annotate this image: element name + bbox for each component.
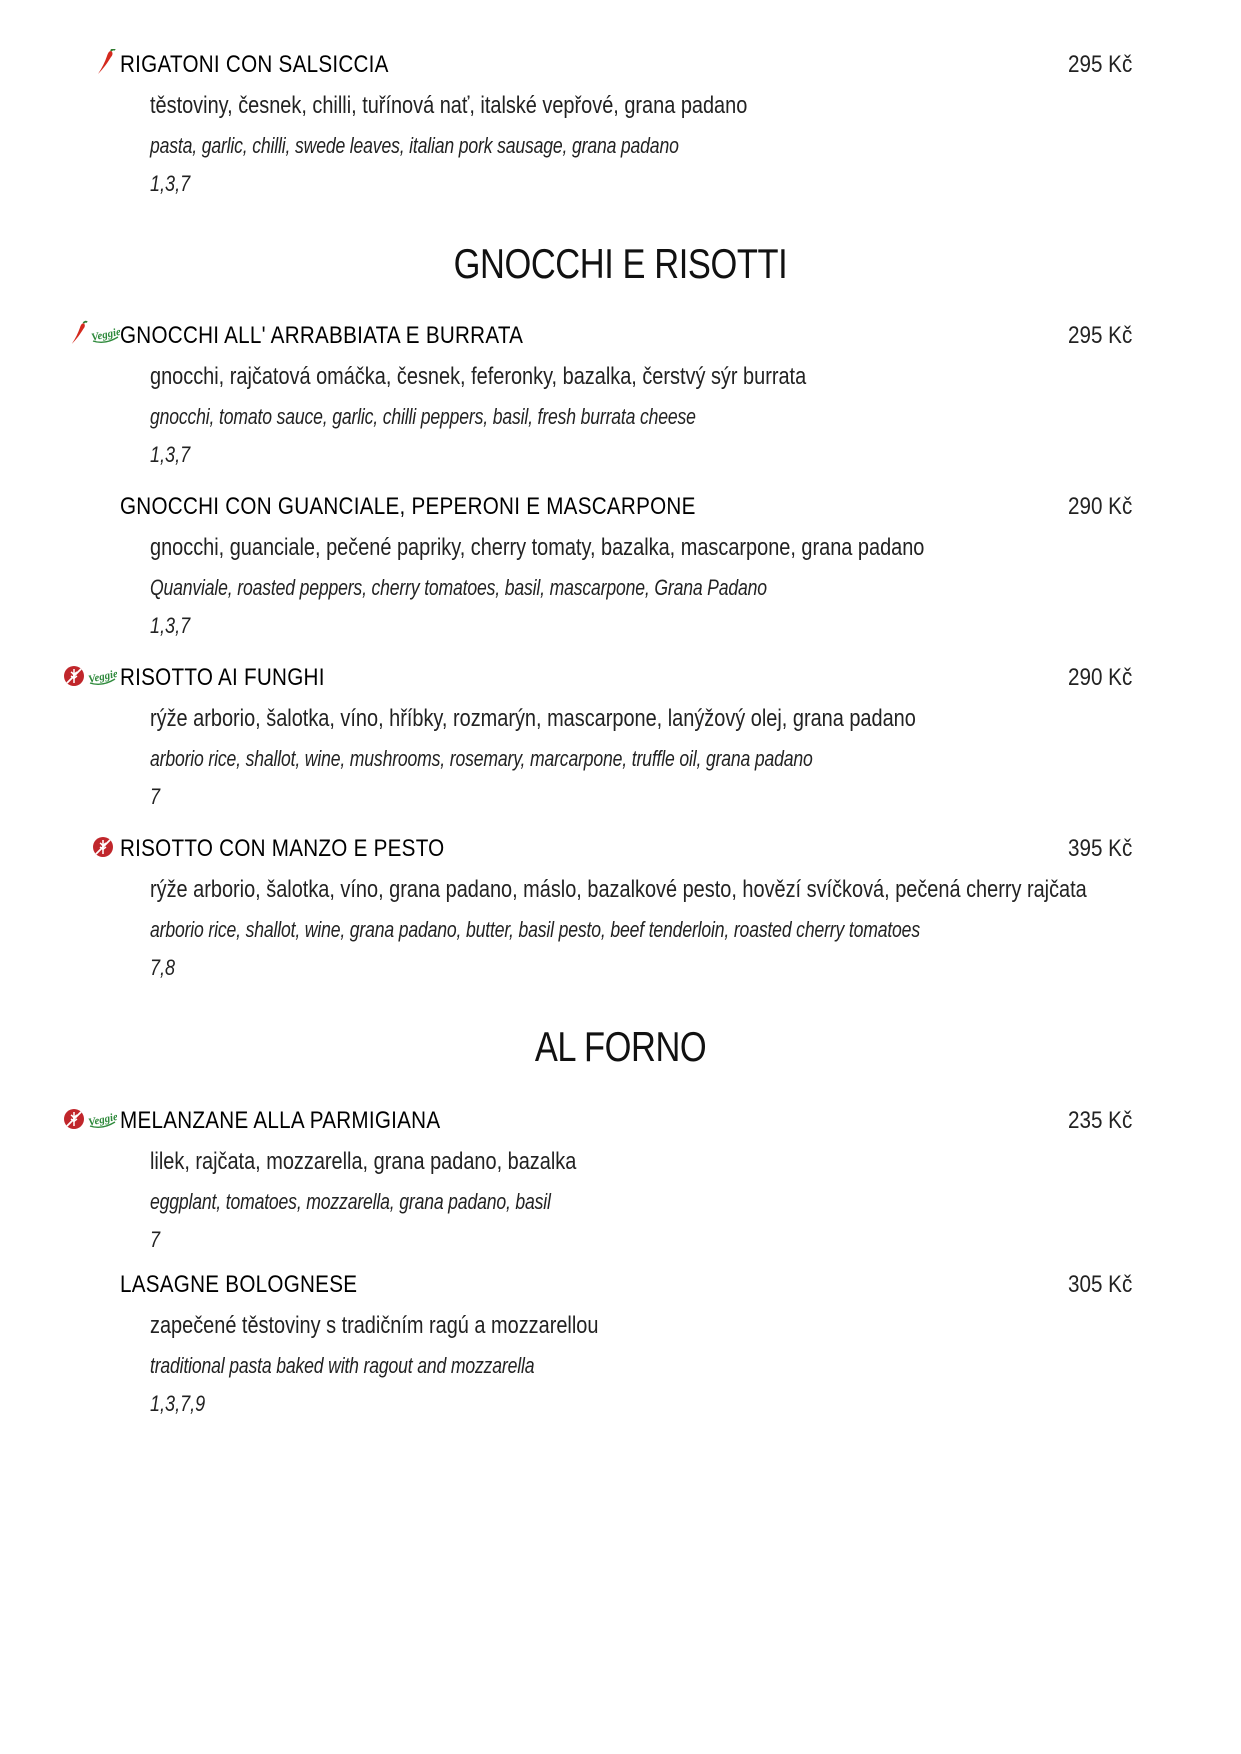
item-description-cz: gnocchi, rajčatová omáčka, česnek, feferonky, bazalka, čerstvý sýr burrata bbox=[150, 363, 807, 390]
item-allergens: 1,3,7 bbox=[150, 613, 191, 638]
item-allergens: 1,3,7 bbox=[150, 442, 191, 467]
item-description-en: eggplant, tomatoes, mozzarella, grana padano, basil bbox=[150, 1189, 551, 1214]
veggie-icon bbox=[87, 1108, 117, 1135]
item-price: 295 Kč bbox=[1068, 51, 1133, 78]
item-name: GNOCCHI ALL' ARRABBIATA E BURRATA bbox=[120, 322, 524, 349]
item-name: GNOCCHI CON GUANCIALE, PEPERONI E MASCARPONE bbox=[120, 493, 696, 520]
item-description-en: arborio rice, shallot, wine, mushrooms, rosemary, marcarpone, truffle oil, grana padano bbox=[150, 746, 813, 771]
item-price: 295 Kč bbox=[1068, 322, 1133, 349]
veggie-icon bbox=[90, 323, 120, 350]
item-allergens: 1,3,7 bbox=[150, 171, 191, 196]
item-description-cz: těstoviny, česnek, chilli, tuřínová nať, italské vepřové, grana padano bbox=[150, 92, 748, 119]
chilli-icon bbox=[96, 49, 116, 82]
item-name: LASAGNE BOLOGNESE bbox=[120, 1271, 358, 1298]
item-description-cz: zapečené těstoviny s tradičním ragú a mozzarellou bbox=[150, 1312, 599, 1339]
item-icons bbox=[63, 663, 117, 693]
chilli-icon bbox=[70, 320, 88, 353]
item-icons bbox=[63, 1106, 117, 1136]
item-allergens: 1,3,7,9 bbox=[150, 1391, 206, 1416]
item-description-cz: rýže arborio, šalotka, víno, hříbky, rozmarýn, mascarpone, lanýžový olej, grana padano bbox=[150, 705, 916, 732]
item-description-en: arborio rice, shallot, wine, grana padano, butter, basil pesto, beef tenderloin, roasted cherry tomatoes bbox=[150, 917, 920, 942]
item-description-en: gnocchi, tomato sauce, garlic, chilli peppers, basil, fresh burrata cheese bbox=[150, 404, 696, 429]
item-icons bbox=[70, 321, 120, 351]
section-title bbox=[0, 1022, 1241, 1072]
item-name: RISOTTO AI FUNGHI bbox=[120, 664, 325, 691]
item-price: 305 Kč bbox=[1068, 1271, 1133, 1298]
item-description-en: pasta, garlic, chilli, swede leaves, italian pork sausage, grana padano bbox=[150, 133, 679, 158]
item-price: 290 Kč bbox=[1068, 664, 1133, 691]
item-price: 395 Kč bbox=[1068, 835, 1133, 862]
gluten-free-icon bbox=[63, 1108, 85, 1135]
section-title-text: AL FORNO bbox=[534, 1023, 707, 1070]
item-price: 235 Kč bbox=[1068, 1107, 1133, 1134]
gluten-free-icon bbox=[92, 836, 114, 863]
item-description-cz: rýže arborio, šalotka, víno, grana padano, máslo, bazalkové pesto, hovězí svíčková, pečená cherry rajčata bbox=[150, 876, 1087, 903]
veggie-label: Veggie bbox=[90, 325, 120, 344]
gluten-free-icon bbox=[63, 665, 85, 692]
section-title-text: GNOCCHI E RISOTTI bbox=[453, 240, 788, 287]
item-price: 290 Kč bbox=[1068, 493, 1133, 520]
item-name: MELANZANE ALLA PARMIGIANA bbox=[120, 1107, 441, 1134]
item-description-en: Quanviale, roasted peppers, cherry tomatoes, basil, mascarpone, Grana Padano bbox=[150, 575, 767, 600]
item-description-en: traditional pasta baked with ragout and mozzarella bbox=[150, 1353, 535, 1378]
item-icons bbox=[92, 834, 114, 864]
veggie-icon bbox=[87, 665, 117, 692]
section-title bbox=[0, 239, 1241, 289]
item-allergens: 7,8 bbox=[150, 955, 176, 980]
item-allergens: 7 bbox=[150, 1227, 161, 1252]
item-allergens: 7 bbox=[150, 784, 161, 809]
veggie-label: Veggie bbox=[87, 1110, 117, 1129]
item-description-cz: lilek, rajčata, mozzarella, grana padano, bazalka bbox=[150, 1148, 577, 1175]
item-icons bbox=[96, 50, 116, 80]
item-description-cz: gnocchi, guanciale, pečené papriky, cherry tomaty, bazalka, mascarpone, grana padano bbox=[150, 534, 925, 561]
item-name: RIGATONI CON SALSICCIA bbox=[120, 51, 389, 78]
item-name: RISOTTO CON MANZO E PESTO bbox=[120, 835, 445, 862]
veggie-label: Veggie bbox=[87, 667, 117, 686]
